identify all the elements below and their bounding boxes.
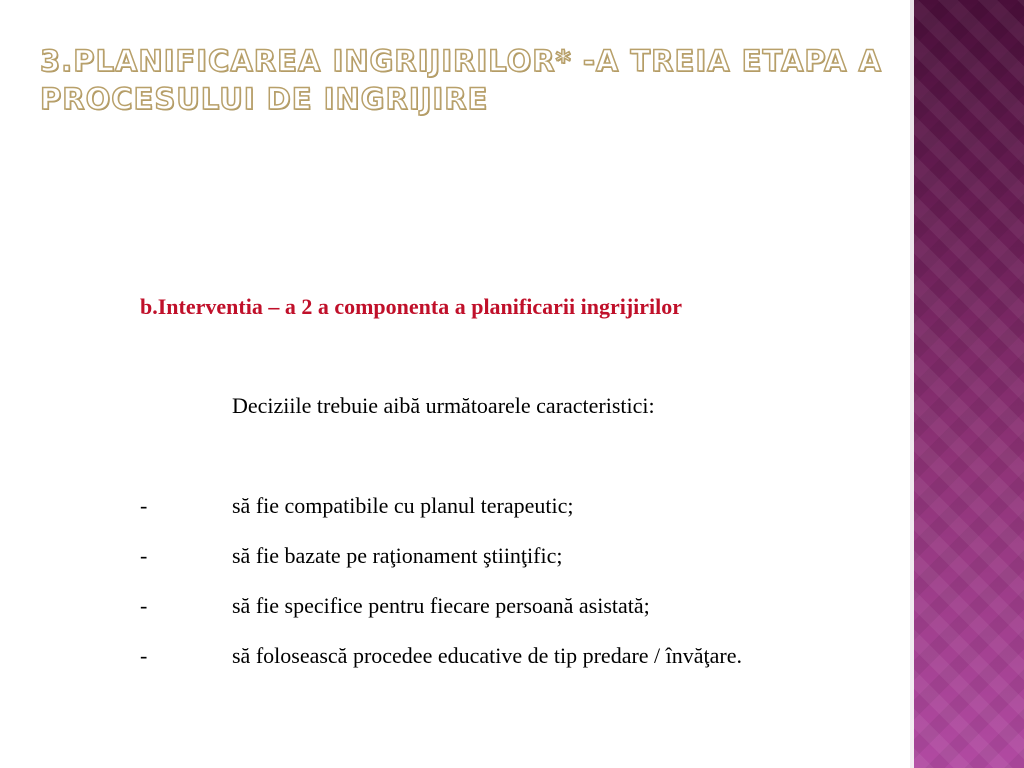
list-item	[140, 643, 742, 669]
list-item	[140, 543, 562, 569]
intro-text: Deciziile trebuie aibă următoarele caracteristici:	[232, 393, 655, 418]
bullet-dash: -	[140, 543, 148, 568]
bullet-dash: -	[140, 593, 148, 618]
list-item-text: să fie specifice pentru fiecare persoană asistată;	[232, 593, 650, 618]
slide-title-line-1: 3.PLANIFICAREA INGRIJIRILOR* -A TREIA ETAPA A	[40, 44, 883, 78]
slide-title-line-2: PROCESULUI DE INGRIJIRE	[40, 82, 489, 116]
list-item-text: să folosească procedee educative de tip predare / învăţare.	[232, 643, 743, 668]
bullet-dash: -	[140, 493, 148, 518]
list-item-text: să fie bazate pe raţionament ştiinţific;	[232, 543, 563, 568]
list-item	[140, 493, 573, 519]
bullet-dash: -	[140, 643, 148, 668]
list-item-text: să fie compatibile cu planul terapeutic;	[232, 493, 574, 518]
list-item	[140, 593, 650, 619]
section-subtitle: b.Interventia – a 2 a componenta a planificarii ingrijirilor	[140, 294, 683, 319]
